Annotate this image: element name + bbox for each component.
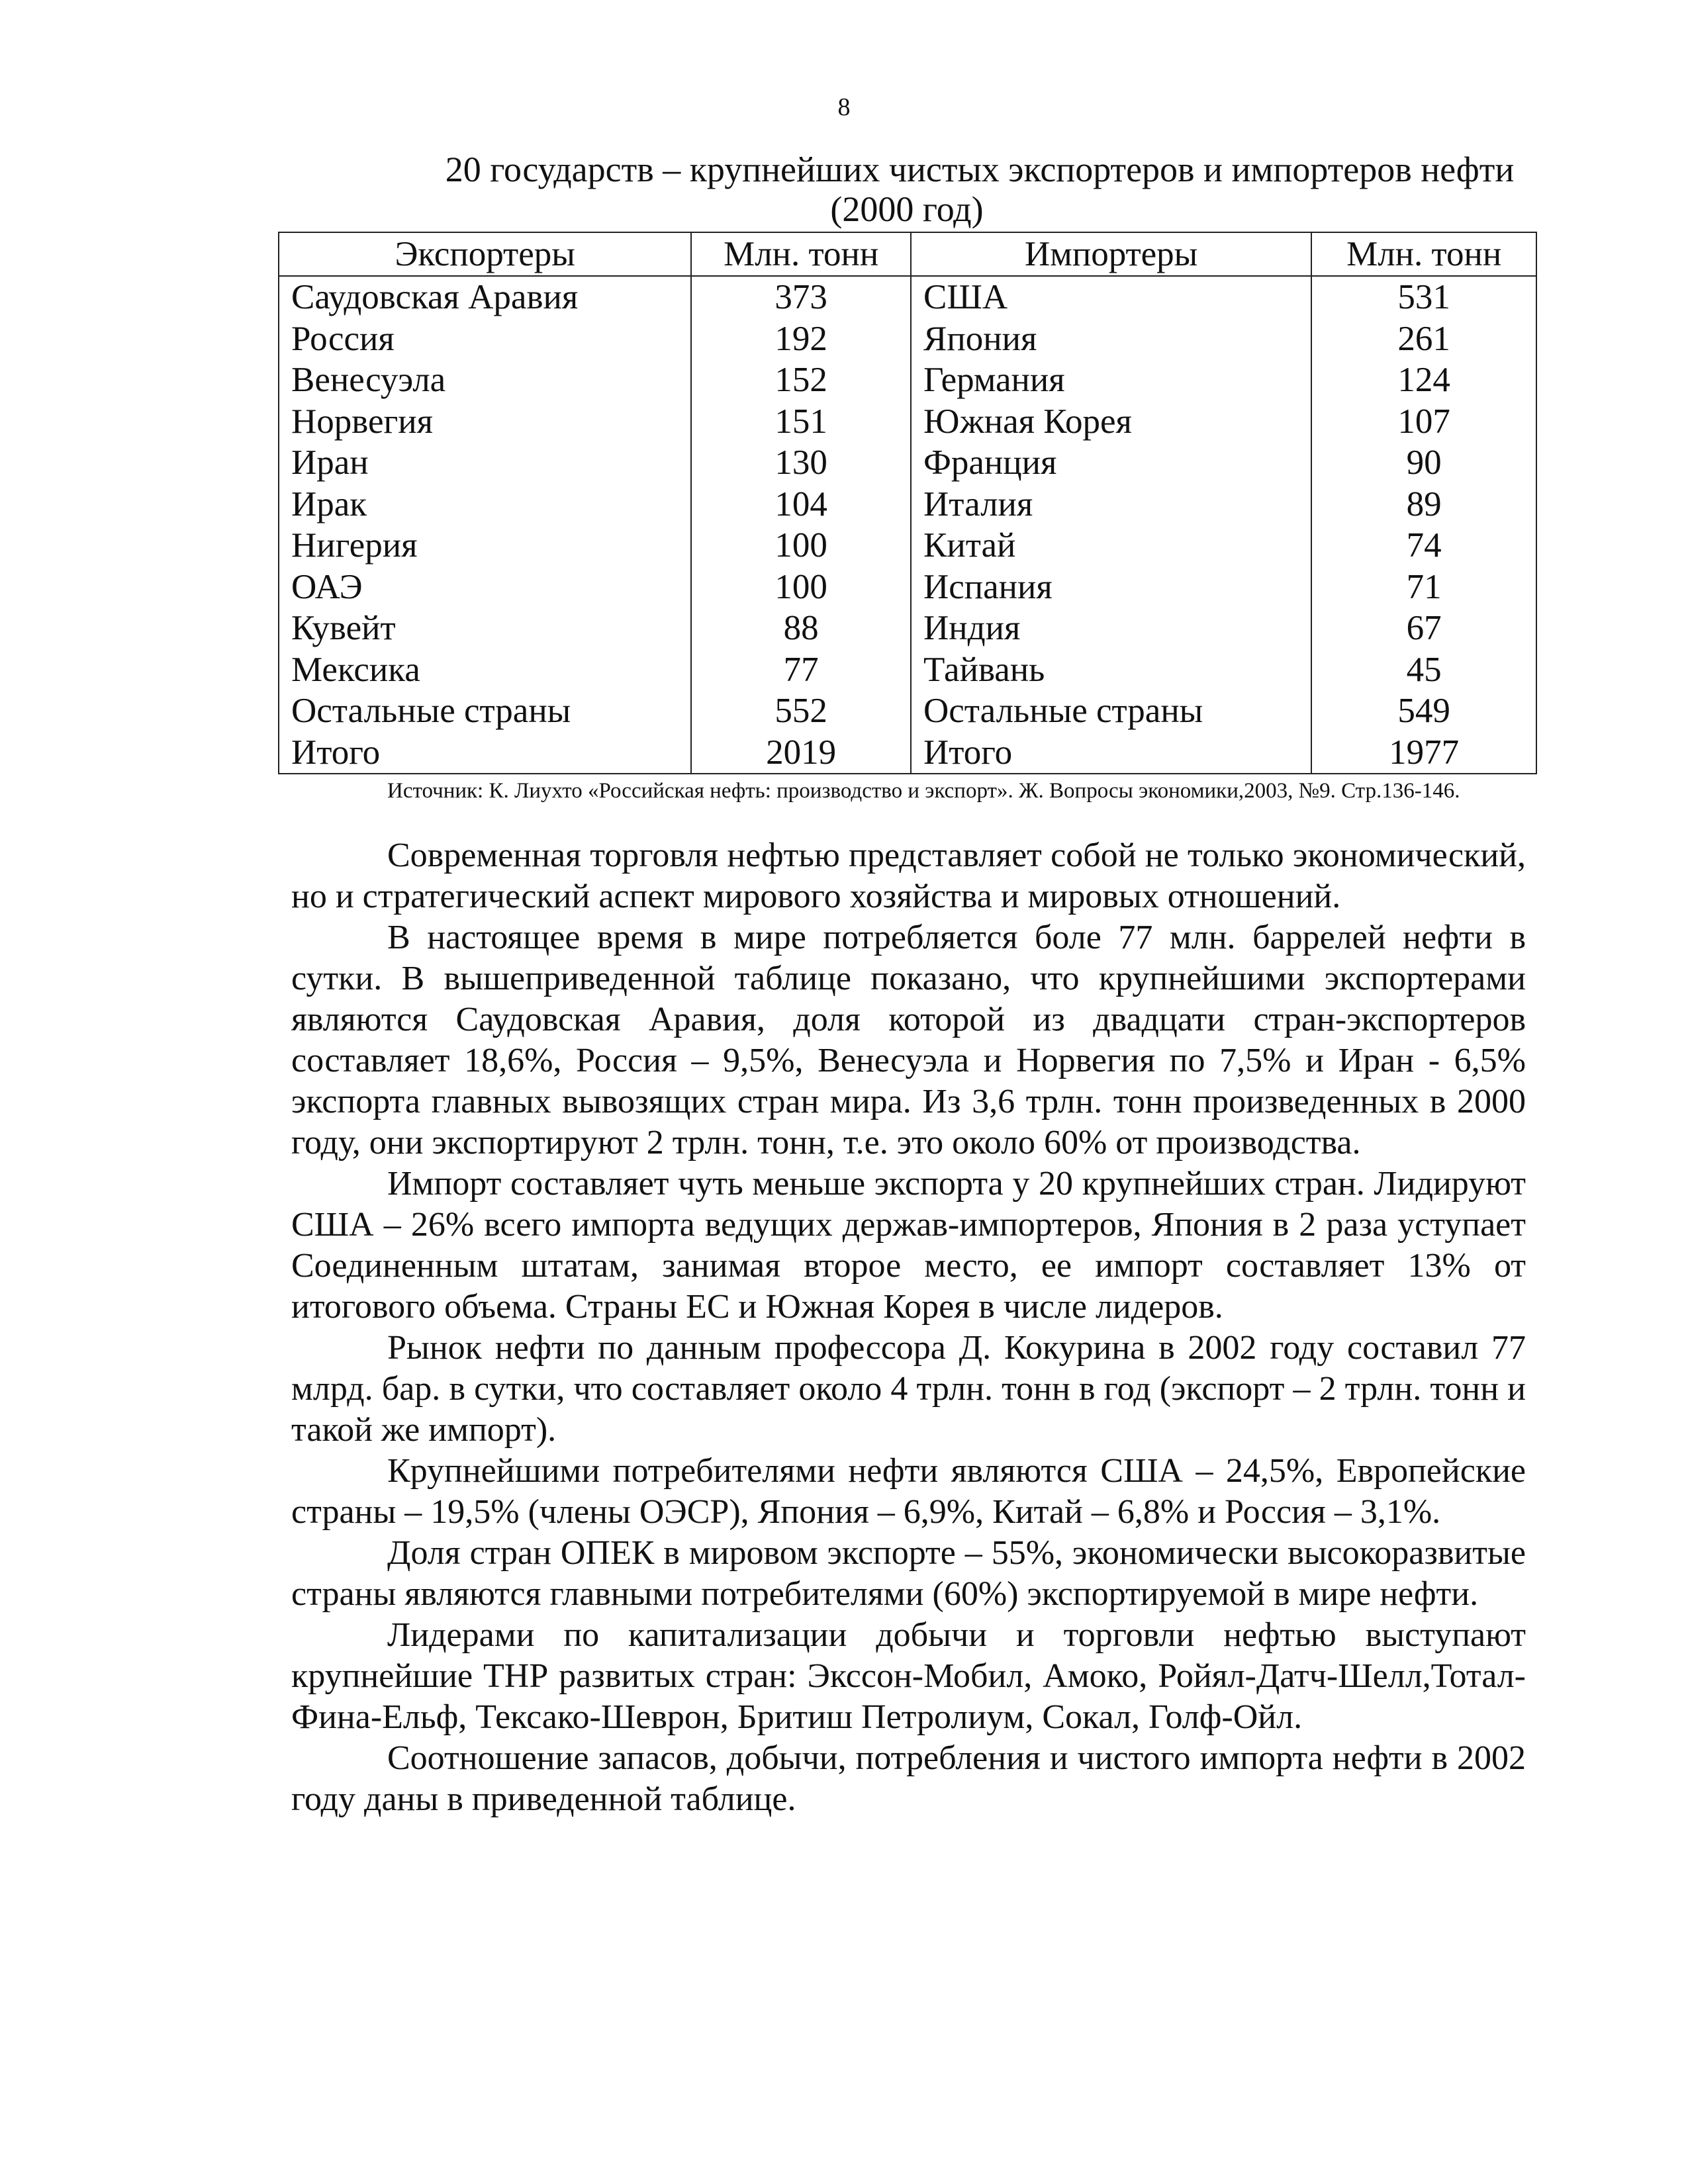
import-volume: 45 [1311,649,1536,691]
importer-name: Италия [911,484,1311,525]
paragraph: Современная торговля нефтью представляет собой не только экономический, но и стратегический аспект мирового хозяйства и мировых отношений. [291,837,1526,915]
exporter-name: Итого [279,732,691,774]
table-row [279,276,1536,318]
importer-name: Испания [911,567,1311,608]
exporter-name: Кувейт [279,608,691,649]
importer-name: Франция [911,442,1311,484]
import-volume: 90 [1311,442,1536,484]
table-subtitle: (2000 год) [830,189,984,229]
table-row [279,484,1536,525]
export-volume: 100 [691,525,911,567]
paragraph: Лидерами по капитализации добычи и торговли нефтью выступают крупнейшие ТНР развитых стран: Экссон-Мобил, Амоко, Ройял-Датч-Шелл,Тотал-Фина-Ельф, Тексако-Шеврон, Бритиш Петролиум, Сокал, Голф-Ойл. [291,1616,1526,1736]
table-row [279,359,1536,401]
import-volume: 1977 [1311,732,1536,774]
importer-name: Индия [911,608,1311,649]
header-exports-volume: Млн. тонн [691,232,911,276]
import-volume: 549 [1311,690,1536,732]
export-volume: 100 [691,567,911,608]
importer-name: Германия [911,359,1311,401]
table-row [279,608,1536,649]
export-volume: 552 [691,690,911,732]
exporter-name: Нигерия [279,525,691,567]
importer-name: Тайвань [911,649,1311,691]
export-volume: 373 [691,276,911,318]
importer-name: Япония [911,318,1311,360]
exporter-name: ОАЭ [279,567,691,608]
table-row [279,567,1536,608]
header-importers: Импортеры [911,232,1311,276]
table-caption [278,150,1536,229]
import-volume: 74 [1311,525,1536,567]
export-volume: 152 [691,359,911,401]
table-title: 20 государств – крупнейших чистых экспортеров и импортеров нефти [445,150,1515,189]
table-row [279,401,1536,443]
exporters-importers-table [278,232,1537,774]
exporter-name: Россия [279,318,691,360]
page-number: 8 [837,93,851,121]
importer-name: Южная Корея [911,401,1311,443]
exporter-name: Венесуэла [279,359,691,401]
importer-name: Китай [911,525,1311,567]
import-volume: 89 [1311,484,1536,525]
exporter-name: Остальные страны [279,690,691,732]
import-volume: 107 [1311,401,1536,443]
paragraph: Импорт составляет чуть меньше экспорта у 20 крупнейших стран. Лидируют США – 26% всего импорта ведущих держав-импортеров, Япония в 2 раза уступает Соединенным штатам, занимая второе место, ее импорт составляет 13% от итогового объема. Страны ЕС и Южная Корея в числе лидеров. [291,1165,1526,1326]
exporter-name: Саудовская Аравия [279,276,691,318]
exporter-name: Норвегия [279,401,691,443]
table-source-note: Источник: К. Лиухто «Российская нефть: производство и экспорт». Ж. Вопросы экономики,2003, №9. Стр.136-146. [387,779,1460,803]
importer-name: США [911,276,1311,318]
export-volume: 2019 [691,732,911,774]
import-volume: 67 [1311,608,1536,649]
exporter-name: Ирак [279,484,691,525]
table-row [279,525,1536,567]
paragraph: Крупнейшими потребителями нефти являются США – 24,5%, Европейские страны – 19,5% (члены ОЭСР), Япония – 6,9%, Китай – 6,8% и Россия – 3,1%. [291,1452,1526,1531]
paragraph: В настоящее время в мире потребляется боле 77 млн. баррелей нефти в сутки. В вышеприведенной таблице показано, что крупнейшими экспортерами являются Саудовская Аравия, доля которой из двадцати стран-экспортеров составляет 18,6%, Россия – 9,5%, Венесуэла и Норвегия по 7,5% и Иран - 6,5% экспорта главных вывозящих стран мира. Из 3,6 трлн. тонн произведенных в 2000 году, они экспортируют 2 трлн. тонн, т.е. это около 60% от производства. [291,919,1526,1161]
importer-name: Остальные страны [911,690,1311,732]
export-volume: 88 [691,608,911,649]
table-row [279,442,1536,484]
table-row [279,649,1536,691]
import-volume: 124 [1311,359,1536,401]
import-volume: 531 [1311,276,1536,318]
body-text [291,835,1526,1820]
paragraph: Соотношение запасов, добычи, потребления и чистого импорта нефти в 2002 году даны в приведенной таблице. [291,1739,1526,1818]
import-volume: 261 [1311,318,1536,360]
paragraph: Доля стран ОПЕК в мировом экспорте – 55%, экономически высокоразвитые страны являются главными потребителями (60%) экспортируемой в мире нефти. [291,1534,1526,1613]
table-row [279,318,1536,360]
exporter-name: Мексика [279,649,691,691]
table-header-row [279,232,1536,276]
export-volume: 192 [691,318,911,360]
importer-name: Итого [911,732,1311,774]
import-volume: 71 [1311,567,1536,608]
paragraph: Рынок нефти по данным профессора Д. Кокурина в 2002 году составил 77 млрд. бар. в сутки, что составляет около 4 трлн. тонн в год (экспорт – 2 трлн. тонн и такой же импорт). [291,1329,1526,1449]
table-row-total [279,732,1536,774]
export-volume: 104 [691,484,911,525]
table-row [279,690,1536,732]
header-exporters: Экспортеры [279,232,691,276]
export-volume: 130 [691,442,911,484]
export-volume: 151 [691,401,911,443]
exporter-name: Иран [279,442,691,484]
export-volume: 77 [691,649,911,691]
header-imports-volume: Млн. тонн [1311,232,1536,276]
